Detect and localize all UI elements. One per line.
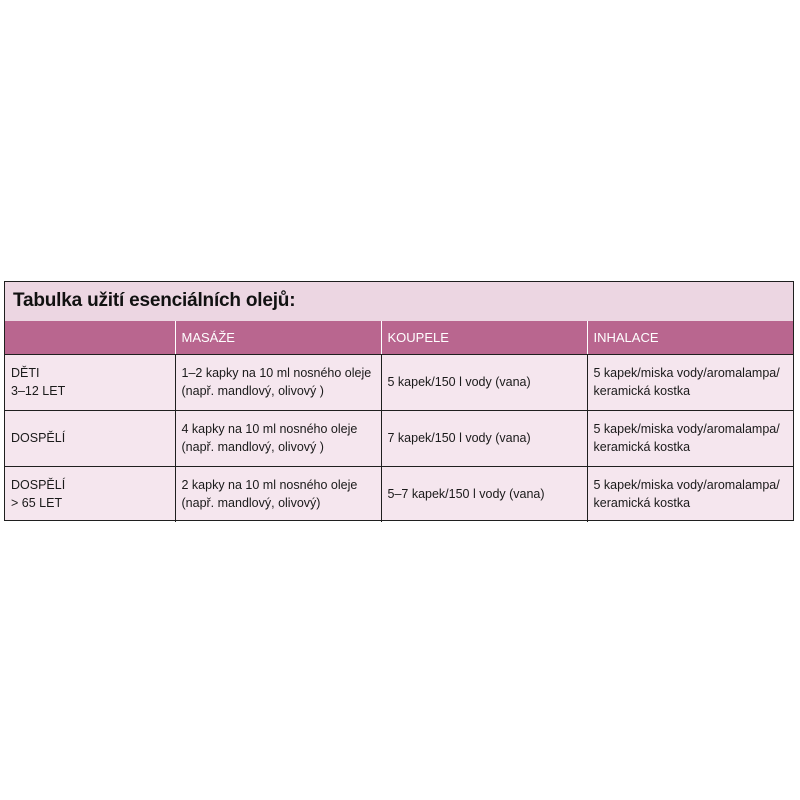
masaze-dose: 2 kapky na 10 ml nosného oleje [181, 478, 358, 493]
group-age: 3–12 LET [11, 384, 66, 398]
inhalace-dose: 5 kapek/miska vody/aromalampa/ [593, 478, 780, 493]
header-koupele: KOUPELE [381, 321, 587, 354]
table-title: Tabulka užití esenciálních olejů: [13, 290, 296, 311]
koupele-cell [381, 466, 587, 522]
masaze-dose: 1–2 kapky na 10 ml nosného oleje [181, 366, 372, 380]
group-cell [5, 354, 175, 410]
table-row-seniors [5, 466, 793, 522]
inhalace-dose: 5 kapek/miska vody/aromalampa/ [593, 422, 780, 436]
masaze-note: (např. mandlový, olivový ) [181, 440, 324, 454]
koupele-cell [381, 410, 587, 466]
koupele-dose: 5–7 kapek/150 l vody (vana) [387, 487, 545, 502]
header-row [5, 321, 793, 354]
inhalace-cell [587, 410, 793, 466]
table-title-row [5, 282, 793, 322]
group-age: > 65 LET [11, 496, 63, 511]
header-masaze: MASÁŽE [175, 321, 381, 354]
inhalace-note: keramická kostka [593, 384, 691, 398]
header-group [5, 321, 175, 354]
group-label: DĚTI [11, 366, 40, 380]
masaze-note: (např. mandlový, olivový) [181, 496, 321, 511]
masaze-cell [175, 466, 381, 522]
koupele-dose: 5 kapek/150 l vody (vana) [387, 375, 531, 389]
table-row-children [5, 354, 793, 410]
inhalace-cell [587, 354, 793, 410]
inhalace-dose: 5 kapek/miska vody/aromalampa/ [593, 366, 780, 380]
group-label: DOSPĚLÍ [11, 431, 66, 445]
oil-usage-table-frame [4, 281, 794, 521]
masaze-dose: 4 kapky na 10 ml nosného oleje [181, 422, 358, 436]
masaze-cell [175, 354, 381, 410]
group-label: DOSPĚLÍ [11, 478, 66, 493]
inhalace-note: keramická kostka [593, 496, 691, 511]
group-cell [5, 410, 175, 466]
koupele-cell [381, 354, 587, 410]
table-row-adults [5, 410, 793, 466]
group-cell [5, 466, 175, 522]
inhalace-cell [587, 466, 793, 522]
masaze-cell [175, 410, 381, 466]
inhalace-note: keramická kostka [593, 440, 691, 454]
header-inhalace: INHALACE [587, 321, 793, 354]
oil-usage-table [5, 321, 793, 522]
koupele-dose: 7 kapek/150 l vody (vana) [387, 431, 531, 445]
masaze-note: (např. mandlový, olivový ) [181, 384, 324, 398]
